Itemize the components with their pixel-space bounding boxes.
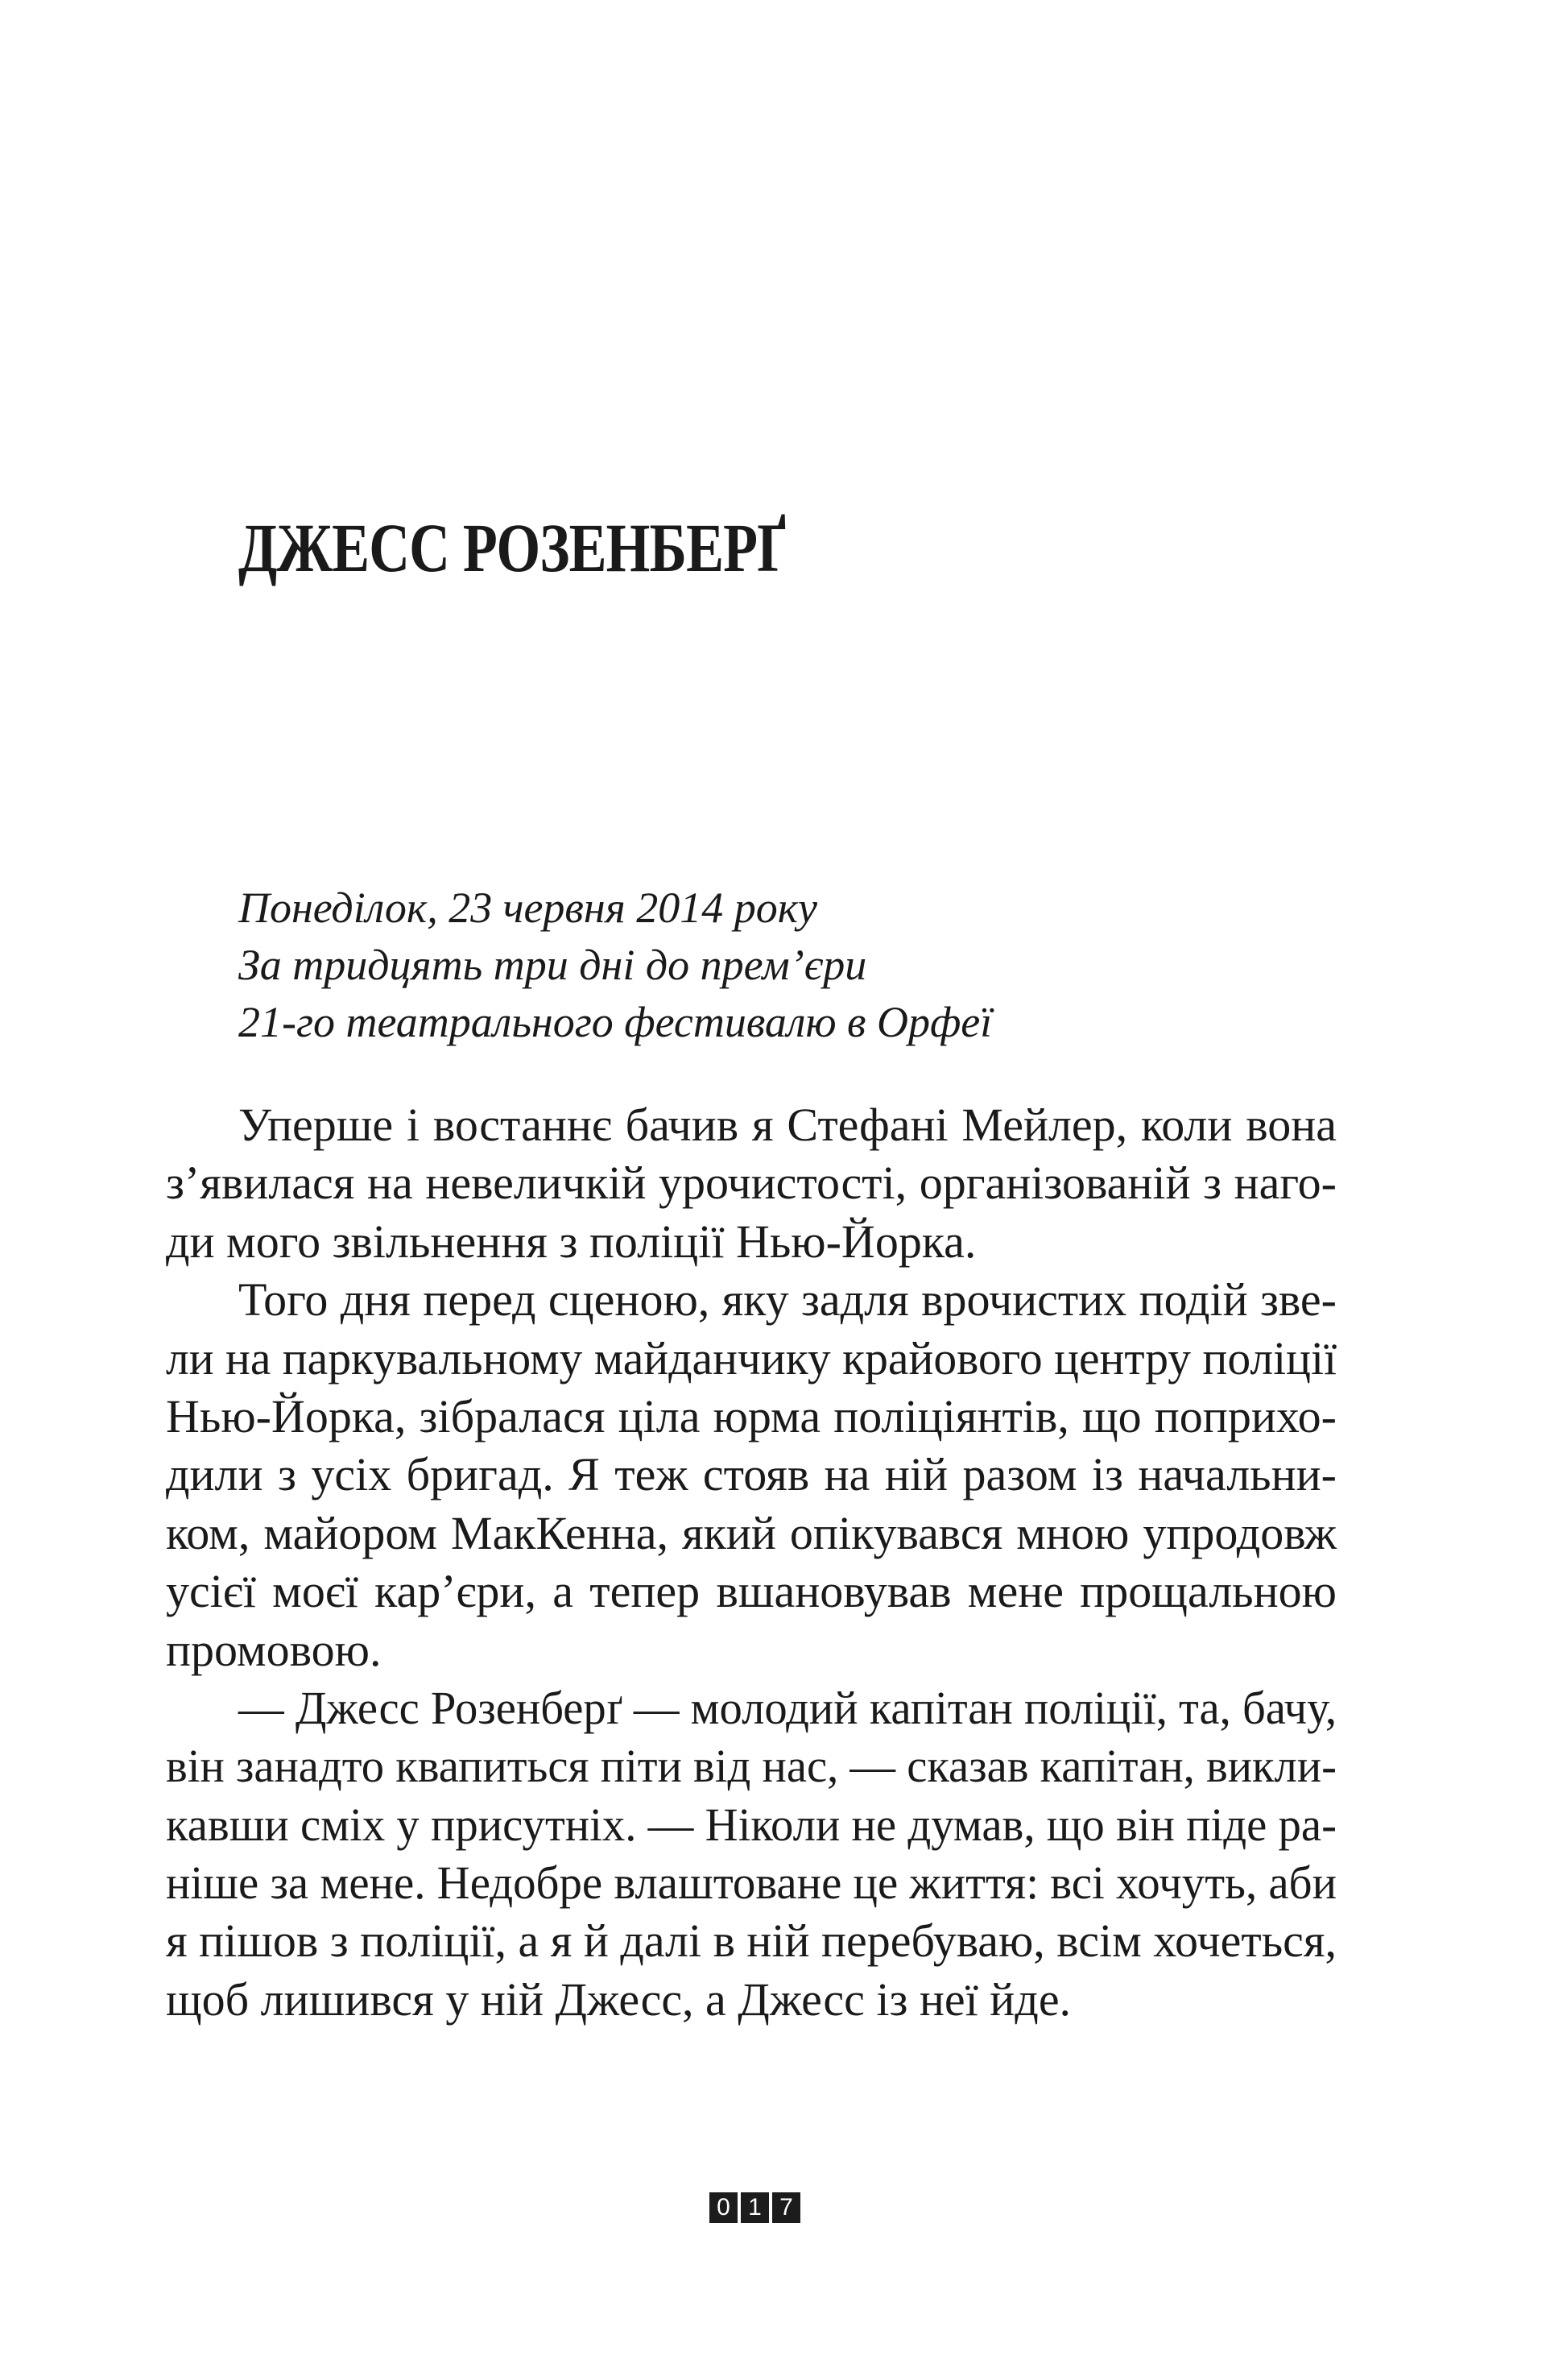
text-line xyxy=(166,1563,1337,1620)
text-line-content: ли на паркувальному майданчику крайового центру поліції xyxy=(166,1331,1337,1385)
text-line-content: Нью-Йорка, зібралася ціла юрма поліціянтів, що поприхо- xyxy=(166,1389,1337,1442)
chapter-title: ДЖЕСС РОЗЕНБЕРҐ xyxy=(238,509,786,586)
page-digit: 0 xyxy=(709,2192,738,2223)
text-line xyxy=(166,1737,1337,1795)
text-line xyxy=(166,1796,1337,1854)
text-line-content: дили з усіх бригад. Я теж стояв на ній разом із начальни- xyxy=(166,1448,1337,1501)
text-line xyxy=(166,1505,1337,1563)
text-line xyxy=(166,1096,1337,1154)
text-line xyxy=(166,1912,1337,1970)
text-line-content: ком, майором МакКенна, який опікувався мною упродовж xyxy=(166,1506,1337,1559)
text-line xyxy=(166,1271,1337,1329)
text-line xyxy=(166,1154,1337,1212)
text-line-content: — Джесс Розенберґ — молодий капітан поліції, та, бачу, xyxy=(238,1681,1337,1734)
text-line-content: промовою. xyxy=(166,1623,382,1676)
text-line xyxy=(166,1213,1337,1271)
text-line-content: він занадто квапиться піти від нас, — сказав капітан, викли- xyxy=(166,1740,1337,1793)
text-line-content: Уперше і востаннє бачив я Стефані Мейлер, коли вона xyxy=(238,1099,1337,1151)
text-line xyxy=(166,1621,1337,1679)
epigraph-line: Понеділок, 23 червня 2014 року xyxy=(238,884,817,932)
text-line xyxy=(166,1679,1337,1737)
epigraph xyxy=(238,880,992,1051)
text-line xyxy=(166,1330,1337,1388)
page-digit: 7 xyxy=(772,2192,800,2223)
text-line-content: з’явилася на невеличкій урочистості, організованій з наго- xyxy=(166,1157,1337,1210)
text-line-content: усієї моєї кар’єри, а тепер вшановував мене прощальною xyxy=(166,1565,1337,1618)
epigraph-line: За тридцять три дні до прем’єри xyxy=(238,941,867,989)
epigraph-line: 21-го театрального фестивалю в Орфеї xyxy=(238,998,993,1046)
page-number xyxy=(709,2192,800,2223)
text-line xyxy=(166,1388,1337,1446)
text-line xyxy=(166,1971,1337,2029)
text-line-content: я пішов з поліції, а я й далі в ній перебуваю, всім хочеться, xyxy=(166,1914,1337,1968)
text-line-content: ніше за мене. Недобре влаштоване це життя: всі хочуть, аби xyxy=(166,1856,1337,1910)
body-text xyxy=(166,1096,1337,2029)
text-line-content: Того дня перед сценою, яку задля врочистих подій зве- xyxy=(238,1273,1337,1327)
text-line-content: щоб лишився у ній Джесс, а Джесс із неї йде. xyxy=(166,1972,1072,2026)
text-line-content: ди мого звільнення з поліції Нью-Йорка. xyxy=(166,1215,977,1268)
text-line xyxy=(166,1446,1337,1504)
text-line xyxy=(166,1854,1337,1912)
text-line-content: кавши сміх у присутніх. — Ніколи не думав, що він піде ра- xyxy=(166,1798,1337,1851)
page-digit: 1 xyxy=(741,2192,769,2223)
